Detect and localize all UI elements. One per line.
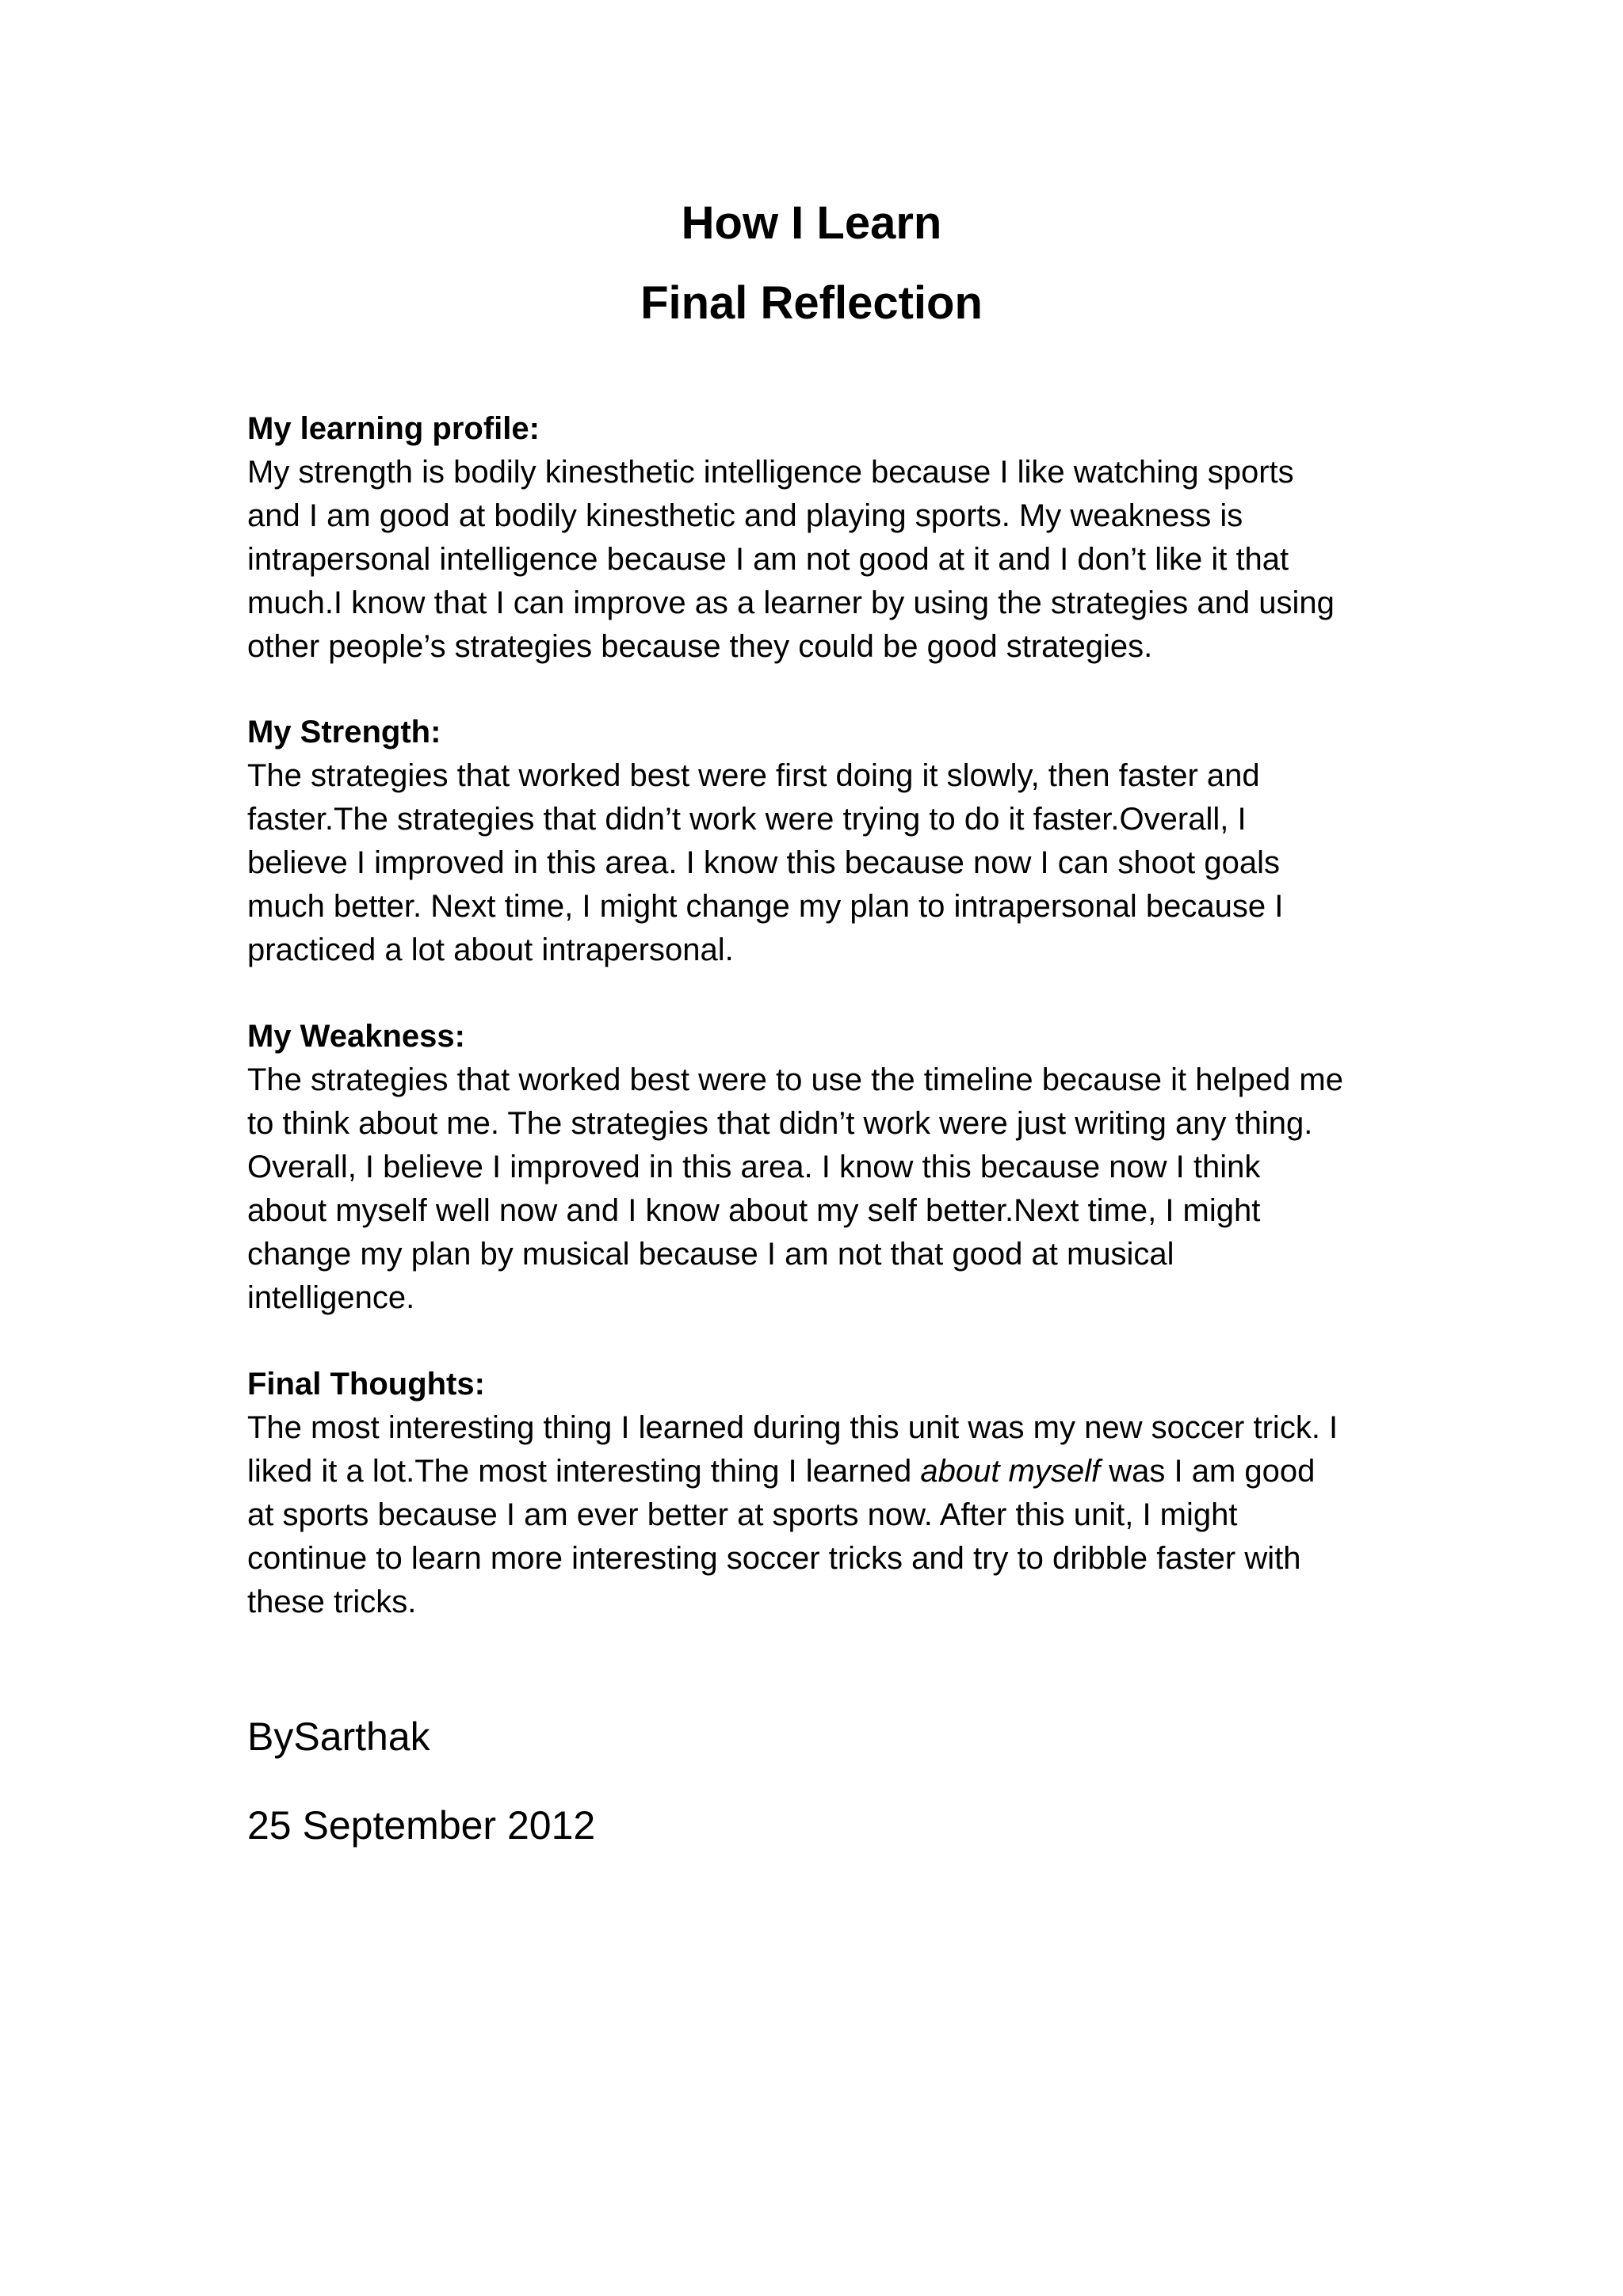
section-heading: Final Thoughts: — [247, 1367, 485, 1402]
section-body — [247, 1058, 1404, 1320]
document-date: 25 September 2012 — [247, 1803, 596, 1848]
body-line: at sports because I am ever better at sports now. After this unit, I might — [247, 1497, 1238, 1532]
body-line: change my plan by musical because I am not that good at musical — [247, 1237, 1174, 1272]
section-heading: My Weakness: — [247, 1019, 465, 1054]
section-learning-profile — [247, 407, 1404, 669]
body-line: these tricks. — [247, 1585, 417, 1619]
body-line: about myself well now and I know about my self better.Next time, I might — [247, 1193, 1261, 1228]
body-line: intelligence. — [247, 1280, 415, 1315]
section-heading: My Strength: — [247, 715, 441, 749]
body-line: continue to learn more interesting soccer tricks and try to dribble faster with — [247, 1541, 1301, 1576]
body-line: The most interesting thing I learned during this unit was my new soccer trick. I — [247, 1410, 1338, 1445]
section-final-thoughts — [247, 1363, 1404, 1624]
body-text: was I am good — [1100, 1454, 1316, 1489]
section-weakness — [247, 1015, 1404, 1320]
body-line: The strategies that worked best were first doing it slowly, then faster and — [247, 758, 1260, 793]
body-line: to think about me. The strategies that didn’t work were just writing any thing. — [247, 1106, 1313, 1141]
section-strength — [247, 711, 1404, 972]
body-line: faster.The strategies that didn’t work were trying to do it faster.Overall, I — [247, 802, 1247, 837]
body-line: believe I improved in this area. I know this because now I can shoot goals — [247, 845, 1280, 880]
section-heading: My learning profile: — [247, 411, 540, 446]
body-line-with-emphasis — [247, 1450, 1404, 1493]
body-line: other people’s strategies because they could be good strategies. — [247, 629, 1153, 664]
document-subtitle: Final Reflection — [640, 277, 983, 329]
section-body — [247, 1406, 1404, 1624]
body-line: much better. Next time, I might change my plan to intrapersonal because I — [247, 889, 1284, 924]
emphasis-text: about myself — [920, 1454, 1101, 1489]
body-line: intrapersonal intelligence because I am not good at it and I don’t like it that — [247, 542, 1289, 577]
section-body — [247, 451, 1404, 669]
body-line: The strategies that worked best were to use the timeline because it helped me — [247, 1062, 1343, 1097]
body-line: much.I know that I can improve as a learner by using the strategies and using — [247, 585, 1335, 620]
body-line: practiced a lot about intrapersonal. — [247, 933, 734, 967]
author-signature: BySarthak — [247, 1714, 430, 1759]
body-line: Overall, I believe I improved in this area. I know this because now I think — [247, 1150, 1261, 1184]
body-text: liked it a lot.The most interesting thing I learned — [247, 1454, 921, 1489]
body-line: and I am good at bodily kinesthetic and playing sports. My weakness is — [247, 498, 1243, 533]
section-body — [247, 754, 1404, 972]
document-title: How I Learn — [681, 197, 942, 249]
body-line: My strength is bodily kinesthetic intelligence because I like watching sports — [247, 455, 1294, 490]
